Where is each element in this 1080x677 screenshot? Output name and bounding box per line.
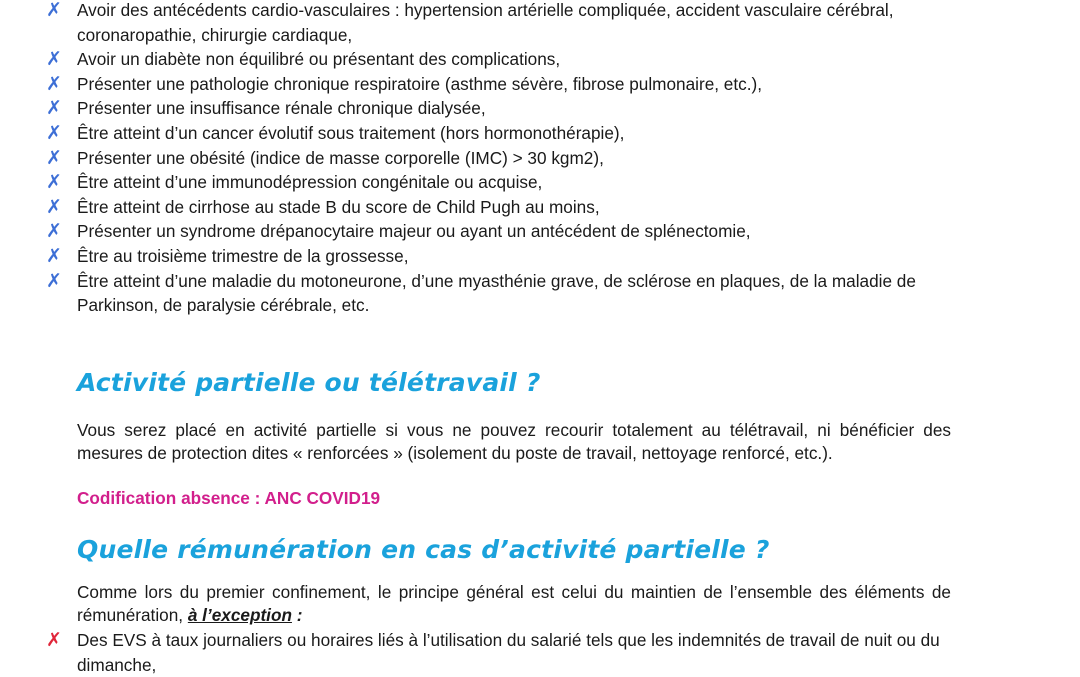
list-item-text: Être atteint de cirrhose au stade B du score de Child Pugh au moins, [77,196,600,217]
cross-icon: ✗ [46,629,62,651]
section-heading-activite-partielle: Activité partielle ou télétravail ? [77,368,541,397]
section-heading-remuneration: Quelle rémunération en cas d’activité partielle ? [77,535,770,564]
cross-icon: ✗ [46,72,62,95]
cross-icon: ✗ [46,195,62,218]
cross-icon: ✗ [46,0,62,21]
list-item-text: Présenter un syndrome drépanocytaire majeur ou ayant un antécédent de splénectomie, [77,221,751,242]
list-item [44,219,964,244]
list-item [44,146,964,171]
exception-colon: : [291,605,303,626]
list-item-text: Être atteint d’un cancer évolutif sous traitement (hors hormonothérapie), [77,122,625,143]
absence-codification: Codification absence : ANC COVID19 [77,488,381,508]
cross-icon: ✗ [46,220,62,243]
exception-list [44,628,964,677]
list-item-text: Être atteint d’une immunodépression congénitale ou acquise, [77,172,543,193]
list-item [44,0,964,47]
cross-icon: ✗ [46,97,62,120]
list-item [44,72,964,97]
list-item-text: Avoir un diabète non équilibré ou présentant des complications, [77,49,561,70]
list-item [44,195,964,220]
cross-icon: ✗ [46,171,62,194]
list-item-text: Présenter une insuffisance rénale chronique dialysée, [77,98,486,119]
list-item-text: Présenter une pathologie chronique respiratoire (asthme sévère, fibrose pulmonaire, etc.), [77,73,762,94]
risk-factor-list [44,0,964,318]
cross-icon: ✗ [46,269,62,292]
list-item [44,170,964,195]
remuneration-paragraph [77,581,951,627]
cross-icon: ✗ [46,48,62,71]
cross-icon: ✗ [46,121,62,144]
list-item-text: Être au troisième trimestre de la grossesse, [77,245,409,266]
list-item [44,628,964,677]
cross-icon: ✗ [46,244,62,267]
section-paragraph: Vous serez placé en activité partielle si vous ne pouvez recourir totalement au télétravail, ni bénéficier des mesures de protection dites « renforcées » (isolement du poste de travail, nettoyage renforcé, etc.). [77,420,951,464]
list-item [44,121,964,146]
cross-icon: ✗ [46,146,62,169]
list-item [44,47,964,72]
list-item-text: Des EVS à taux journaliers ou horaires liés à l’utilisation du salarié tels que les indemnités de travail de nuit ou du dimanche, [77,630,940,675]
remuneration-paragraph-text: Comme lors du premier confinement, le principe général est celui du maintien de l’ensemble des éléments de rémunération, [77,582,951,626]
list-item-text: Avoir des antécédents cardio-vasculaires : hypertension artérielle compliquée, accident vasculaire cérébral, coronaropathie, chirurgie cardiaque, [77,0,894,45]
list-item-text: Être atteint d’une maladie du motoneurone, d’une myasthénie grave, de sclérose en plaques, de la maladie de Parkinson, de paralysie cérébrale, etc. [77,270,916,316]
exception-emphasis: à l’exception [187,605,292,626]
list-item [44,96,964,121]
list-item-text: Présenter une obésité (indice de masse corporelle (IMC) > 30 kgm2), [77,147,604,168]
list-item [44,244,964,269]
list-item [44,269,964,318]
